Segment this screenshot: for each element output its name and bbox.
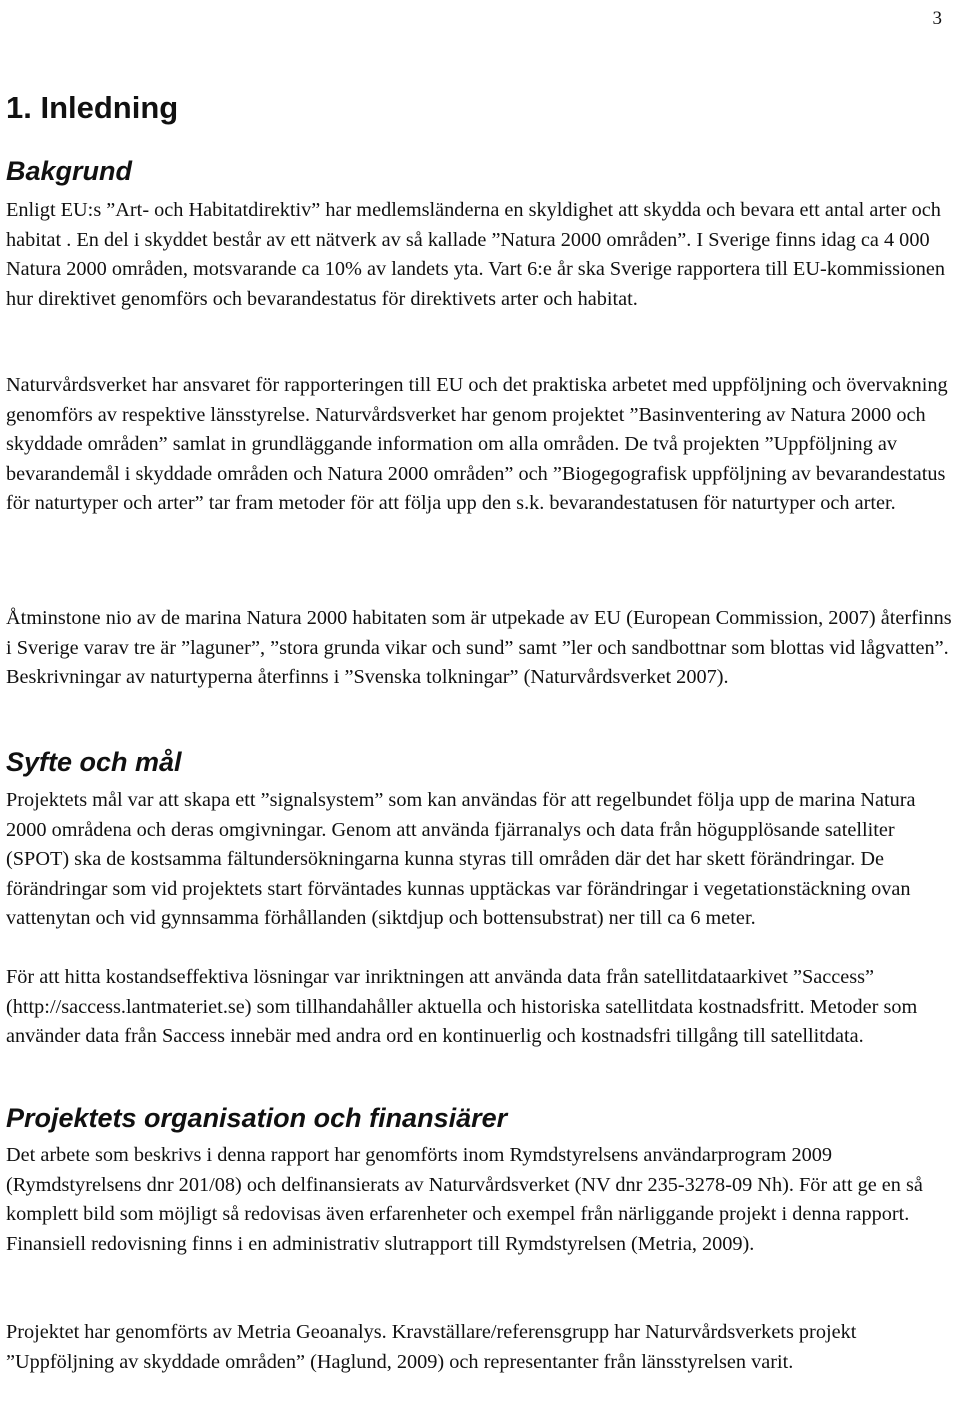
paragraph: Projektets mål var att skapa ett ”signalsystem” som kan användas för att regelbundet följa upp de marina Natura 2000 områdena och deras omgivningar. Genom att använda fjärranalys och data från högupplösande satelliter (SPOT) ska de kostsamma fältundersökningarna kunna styras till områden där det har skett förändringar. De förändringar som vid projektets start förväntades kunnas upptäckas var förändringar i vegetationstäckning ovan vattenytan och vid gynnsamma förhållanden (siktdjup och bottensubstrat) ner till ca 6 meter. — [6, 789, 916, 929]
paragraph: Projektet har genomförts av Metria Geoanalys. Kravställare/referensgrupp har Naturvårdsverkets projekt ”Uppföljning av skyddade områden” (Haglund, 2009) och representanter från länsstyrelsen varit. — [6, 1321, 857, 1373]
paragraph: Det arbete som beskrivs i denna rapport har genomförts inom Rymdstyrelsens användarprogram 2009 (Rymdstyrelsens dnr 201/08) och delfinansierats av Naturvårdsverket (NV dnr 235-3278-09 Nh). För att ge en så komplett bild som möjligt så redovisas även erfarenheter och exempel från närliggande projekt i denna rapport. Finansiell redovisning finns i en administrativ slutrapport till Rymdstyrelsen (Metria, 2009). — [6, 1144, 923, 1255]
section-heading-syfte: Syfte och mål — [6, 747, 182, 777]
section-heading-bakgrund: Bakgrund — [6, 156, 133, 186]
chapter-heading: 1. Inledning — [6, 90, 179, 125]
paragraph: Naturvårdsverket har ansvaret för rapporteringen till EU och det praktiska arbetet med uppföljning och övervakning genomförs av respektive länsstyrelse. Naturvårdsverket har genom projektet ”Basinventering av Natura 2000 och skyddade områden” samlat in grundläggande information om alla områden. De två projekten ”Uppföljning av bevarandemål i skyddade områden och Natura 2000 områden” och ”Biogegografisk uppföljning av bevarandestatus för naturtyper och arter” tar fram metoder för att följa upp den s.k. bevarandestatusen för naturtyper och arter. — [6, 374, 948, 514]
paragraph: Enligt EU:s ”Art- och Habitatdirektiv” har medlemsländerna en skyldighet att skydda och bevara ett antal arter och habitat . En del i skyddet består av ett nätverk av så kallade ”Natura 2000 områden”. I Sverige finns idag ca 4 000 Natura 2000 områden, motsvarande ca 10% av landets yta. Vart 6:e år ska Sverige rapportera till EU-kommissionen hur direktivet genomförs och bevarandestatus för direktivets arter och habitat. — [6, 199, 946, 310]
page-number: 3 — [932, 8, 942, 29]
paragraph: Åtminstone nio av de marina Natura 2000 habitaten som är utpekade av EU (European Commission, 2007) återfinns i Sverige varav tre är ”laguner”, ”stora grunda vikar och sund” samt ”ler och sandbottnar som blottas vid lågvatten”. Beskrivningar av naturtyperna återfinns i ”Svenska tolkningar” (Naturvårdsverket 2007). — [6, 607, 952, 688]
section-heading-organisation: Projektets organisation och finansiärer — [6, 1103, 508, 1133]
paragraph: För att hitta kostandseffektiva lösningar var inriktningen att använda data från satellitdataarkivet ”Saccess” (http://saccess.lantmateriet.se) som tillhandahåller aktuella och historiska satellitdata kostnadsfritt. Metoder som använder data från Saccess innebär med andra ord en kontinuerlig och kostnadsfri tillgång till satellitdata. — [6, 966, 918, 1047]
